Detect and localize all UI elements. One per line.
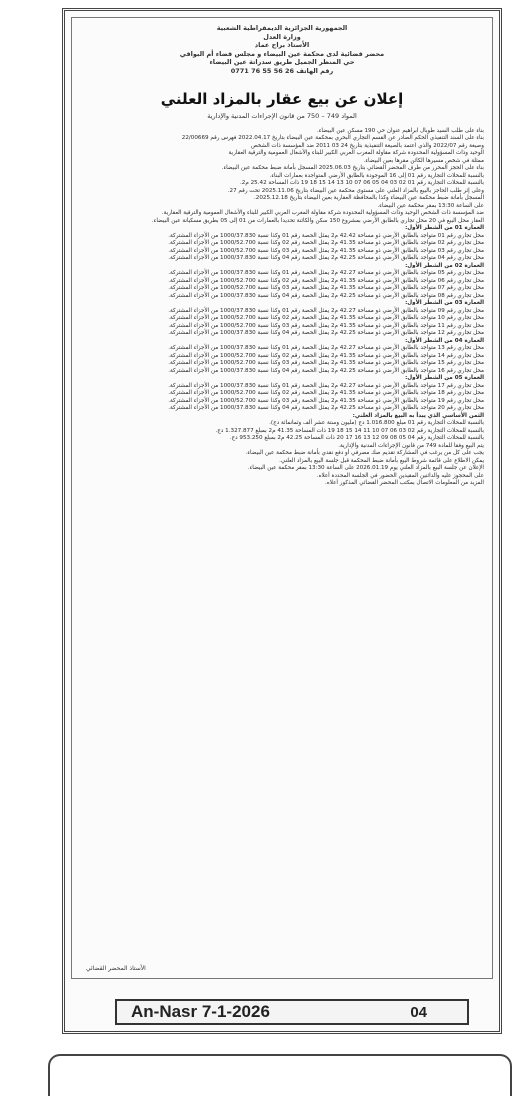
body-paragraph: محل تجاري رقم 15 متواجد بالطابق الأرضي ذو مساحة 41.35 م2 يمثل الحصة رقم 03 وكذا نسبة 1000/52.700 من الأجزاء المشتركة. xyxy=(168,360,484,367)
header-line: وزارة العدل xyxy=(263,32,301,41)
body-paragraph: محل تجاري رقم 13 متواجد بالطابق الأرضي ذو مساحة 42.27 م2 يمثل الحصة رقم 01 وكذا نسبة 1000/37.830 من الأجزاء المشتركة. xyxy=(168,345,484,352)
body-paragraph: بالنسبة للمحلات التجارية رقم 01 مبلغ 1.016.800 دج (مليون وستة عشر ألف وثمانمائة دج). xyxy=(269,420,484,427)
body-paragraph: العمارة 05 من الشطر الأول: xyxy=(405,375,484,382)
body-paragraph: بالنسبة للمحلات التجارية رقم 02 03 06 07 10 11 14 15 18 19 ذات المساحة 41.35 م2 بمبلغ 1.327.877 دج. xyxy=(215,427,484,434)
body-paragraph: محل تجاري رقم 12 متواجد بالطابق الأرضي ذو مساحة 42.25 م2 يمثل الحصة رقم 04 وكذا نسبة 1000/37.830 من الأجزاء المشتركة. xyxy=(168,330,484,337)
publication-date: An-Nasr 7-1-2026 xyxy=(131,1002,270,1021)
body-paragraph: يمكن الاطلاع على قائمة شروط البيع بأمانة ضبط المحكمة قبل جلسة البيع بالمزاد العلني. xyxy=(279,457,484,464)
body-paragraph: المزيد من المعلومات الاتصال بمكتب المحضر القضائي المذكور أعلاه. xyxy=(325,480,484,487)
header-block xyxy=(72,18,492,76)
body-paragraph: العمارة 04 من الشطر الأول: xyxy=(405,337,484,344)
body-paragraph: محل تجاري رقم 11 متواجد بالطابق الأرضي ذو مساحة 41.35 م2 يمثل الحصة رقم 03 وكذا نسبة 1000/52.700 من الأجزاء المشتركة. xyxy=(168,322,484,329)
body-paragraph: محل تجاري رقم 07 متواجد بالطابق الأرضي ذو مساحة 41.35 م2 يمثل الحصة رقم 03 وكذا نسبة 1000/52.700 من الأجزاء المشتركة. xyxy=(168,285,484,292)
body-paragraph: بالنسبة للمحلات التجارية رقم 01 02 03 04 05 06 07 10 13 14 15 18 19 ذات المساحة 25.42 م2. xyxy=(240,180,484,187)
body-paragraph: محل تجاري رقم 10 متواجد بالطابق الأرضي ذو مساحة 41.35 م2 يمثل الحصة رقم 02 وكذا نسبة 1000/52.700 من الأجزاء المشتركة. xyxy=(168,315,484,322)
header-line: الجمهورية الجزائرية الديمقراطية الشعبية xyxy=(216,24,348,32)
next-page-border xyxy=(48,1054,512,1096)
announcement-body xyxy=(72,128,492,488)
body-paragraph: يتم البيع وفقا للمادة 749 من قانون الإجراءات المدنية والإدارية. xyxy=(338,442,484,449)
body-paragraph: العمارة 02 من الشطر الأول: xyxy=(405,262,484,269)
body-paragraph: محل تجاري رقم 04 متواجد بالطابق الأرضي ذو مساحة 42.25 م2 يمثل الحصة رقم 04 وكذا نسبة 1000/37.830 من الأجزاء المشتركة. xyxy=(168,255,484,262)
body-paragraph: محل تجاري رقم 01 متواجد بالطابق الأرضي ذو مساحة 42.42 م2 يمثل الحصة رقم 01 وكذا نسبة 1000/37.830 من الأجزاء المشتركة. xyxy=(168,232,484,239)
body-paragraph: محل تجاري رقم 05 متواجد بالطابق الأرضي ذو مساحة 42.27 م2 يمثل الحصة رقم 01 وكذا نسبة 1000/37.830 من الأجزاء المشتركة. xyxy=(168,270,484,277)
body-paragraph: محل تجاري رقم 02 متواجد بالطابق الأرضي ذو مساحة 41.35 م2 يمثل الحصة رقم 02 وكذا نسبة 1000/52.700 من الأجزاء المشتركة. xyxy=(168,240,484,247)
body-paragraph: يجب على كل من يرغب في المشاركة تقديم صك مصرفي أو دفع نقدي بأمانة ضبط محكمة عين البيضاء. xyxy=(245,450,484,457)
body-paragraph: الثمن الأساسي الذي يبدأ به البيع بالمزاد العلني: xyxy=(352,412,484,419)
body-paragraph: بالنسبة للمحلات التجارية رقم 04 05 08 09 12 13 16 17 20 ذات المساحة 42.25 م2 بمبلغ 953.250 دج. xyxy=(229,435,484,442)
body-paragraph: محل تجاري رقم 14 متواجد بالطابق الأرضي ذو مساحة 41.35 م2 يمثل الحصة رقم 02 وكذا نسبة 1000/52.700 من الأجزاء المشتركة. xyxy=(168,352,484,359)
body-paragraph: محل تجاري رقم 16 متواجد بالطابق الأرضي ذو مساحة 42.25 م2 يمثل الحصة رقم 04 وكذا نسبة 1000/37.830 من الأجزاء المشتركة. xyxy=(168,367,484,374)
header-line: حي المنظر الجميل طريق سدراتة عين البيضاء xyxy=(209,58,355,67)
body-paragraph: بالنسبة للمحلات التجارية رقم 01 إلى 16 الموجودة بالطابق الأرضي المتواجدة بعمارات البناء. xyxy=(269,172,484,179)
body-paragraph: العمارة 03 من الشطر الأول: xyxy=(405,300,484,307)
body-paragraph: محل تجاري رقم 09 متواجد بالطابق الأرضي ذو مساحة 42.27 م2 يمثل الحصة رقم 01 وكذا نسبة 1000/37.830 من الأجزاء المشتركة. xyxy=(168,307,484,314)
body-paragraph: بناء على الحجز المحرر من طرف المحضر القضائي بتاريخ 2025.06.03 المسجل بأمانة ضبط محكمة عين البيضاء. xyxy=(221,165,484,172)
body-paragraph: محل تجاري رقم 20 متواجد بالطابق الأرضي ذو مساحة 42.25 م2 يمثل الحصة رقم 04 وكذا نسبة 1000/37.830 من الأجزاء المشتركة. xyxy=(168,405,484,412)
header-line: محضر قضائية لدى محكمة عين البيضاء و مجلس قضاء أم البواقي xyxy=(179,49,385,58)
header-line: رقم الهاتف 26 56 55 76 0771 xyxy=(230,66,334,75)
newspaper-clipping xyxy=(62,8,502,1034)
body-paragraph: العقار محل البيع في 20 محل تجاري بالطابق الأرضي بمشروع 150 سكن والكائنة تحديدا بالعمارات من 01 إلى 05 بطريق مسكيانة عين البيضاء. xyxy=(151,217,484,224)
body-paragraph: الوحيد وذات المسؤولية المحدودة شركة مقاولة المغرب العربي الكبير للبناء والأشغال العمومية والترقية العقارية xyxy=(228,150,484,157)
body-paragraph: محل تجاري رقم 17 متواجد بالطابق الأرضي ذو مساحة 42.27 م2 يمثل الحصة رقم 01 وكذا نسبة 1000/37.830 من الأجزاء المشتركة. xyxy=(168,382,484,389)
body-paragraph: بناء على طلب السيد طوبال ابراهيم عنوان حي 190 مسكن عين البيضاء. xyxy=(316,127,484,134)
header-line: الأستاذ براح عماد xyxy=(254,41,310,50)
body-paragraph: وصيغة رقم 2022/07 والذي اعتمد بالصيغة التنفيذية بتاريخ 24 03 2011 ضد المؤسسة ذات الشخص xyxy=(250,142,484,149)
body-paragraph: بناء على السند التنفيذي الحكم الصادر عن القسم التجاري البحري بمحكمة عين البيضاء بتاريخ 2022.04.17 فهرس رقم 22/00669 xyxy=(181,135,484,142)
body-paragraph: الإعلان عن جلسة البيع بالمزاد العلني يوم 2026.01.19 على الساعة 13:30 بمقر محكمة عين البيضاء. xyxy=(247,465,484,472)
body-paragraph: محل تجاري رقم 03 متواجد بالطابق الأرضي ذو مساحة 41.35 م2 يمثل الحصة رقم 03 وكذا نسبة 1000/52.700 من الأجزاء المشتركة. xyxy=(168,247,484,254)
body-paragraph: العمارة 01 من الشطر الأول: xyxy=(405,225,484,232)
body-paragraph: على الساعة 13:30 بمقر محكمة عين البيضاء. xyxy=(377,202,484,209)
body-paragraph: محل تجاري رقم 18 متواجد بالطابق الأرضي ذو مساحة 41.35 م2 يمثل الحصة رقم 02 وكذا نسبة 1000/52.700 من الأجزاء المشتركة. xyxy=(168,390,484,397)
body-paragraph: ضد المؤسسة ذات الشخص الوحيد وذات المسؤولية المحدودة شركة مقاولة المغرب العربي الكبير للبناء والأشغال العمومية والترقية العقارية. xyxy=(161,210,484,217)
body-paragraph: ممثلة في شخص مسيرها الكائن مقرها بعين البيضاء. xyxy=(363,157,484,164)
signature-line: الأستاذ المحضر القضائي xyxy=(86,965,146,972)
body-paragraph: محل تجاري رقم 08 متواجد بالطابق الأرضي ذو مساحة 42.25 م2 يمثل الحصة رقم 04 وكذا نسبة 1000/37.830 من الأجزاء المشتركة. xyxy=(168,292,484,299)
page-number: 04 xyxy=(410,1003,427,1021)
body-paragraph: محل تجاري رقم 06 متواجد بالطابق الأرضي ذو مساحة 41.35 م2 يمثل الحصة رقم 02 وكذا نسبة 1000/52.700 من الأجزاء المشتركة. xyxy=(168,277,484,284)
legal-reference: المواد 749 – 750 من قانون الإجراءات المدنية والإدارية xyxy=(207,111,357,120)
body-paragraph: على المحجوز عليه والدائنين المقيدين الحضور في الجلسة المحددة أعلاه. xyxy=(316,472,484,479)
announcement-title: إعلان عن بيع عقار بالمزاد العلني xyxy=(160,89,404,108)
page-footer xyxy=(115,999,469,1025)
body-paragraph: المسجل بأمانة ضبط محكمة عين البيضاء وكذا بالمحافظة العقارية بعين البيضاء بتاريخ 2025.12.18. xyxy=(254,195,484,202)
body-paragraph: وعلى إثر طلب الحاجز بالبيع بالمزاد العلني على مستوى محكمة عين البيضاء بتاريخ 2025.11.06 تحت رقم 27. xyxy=(227,187,484,194)
body-paragraph: محل تجاري رقم 19 متواجد بالطابق الأرضي ذو مساحة 41.35 م2 يمثل الحصة رقم 03 وكذا نسبة 1000/52.700 من الأجزاء المشتركة. xyxy=(168,397,484,404)
announcement-frame xyxy=(71,17,493,979)
